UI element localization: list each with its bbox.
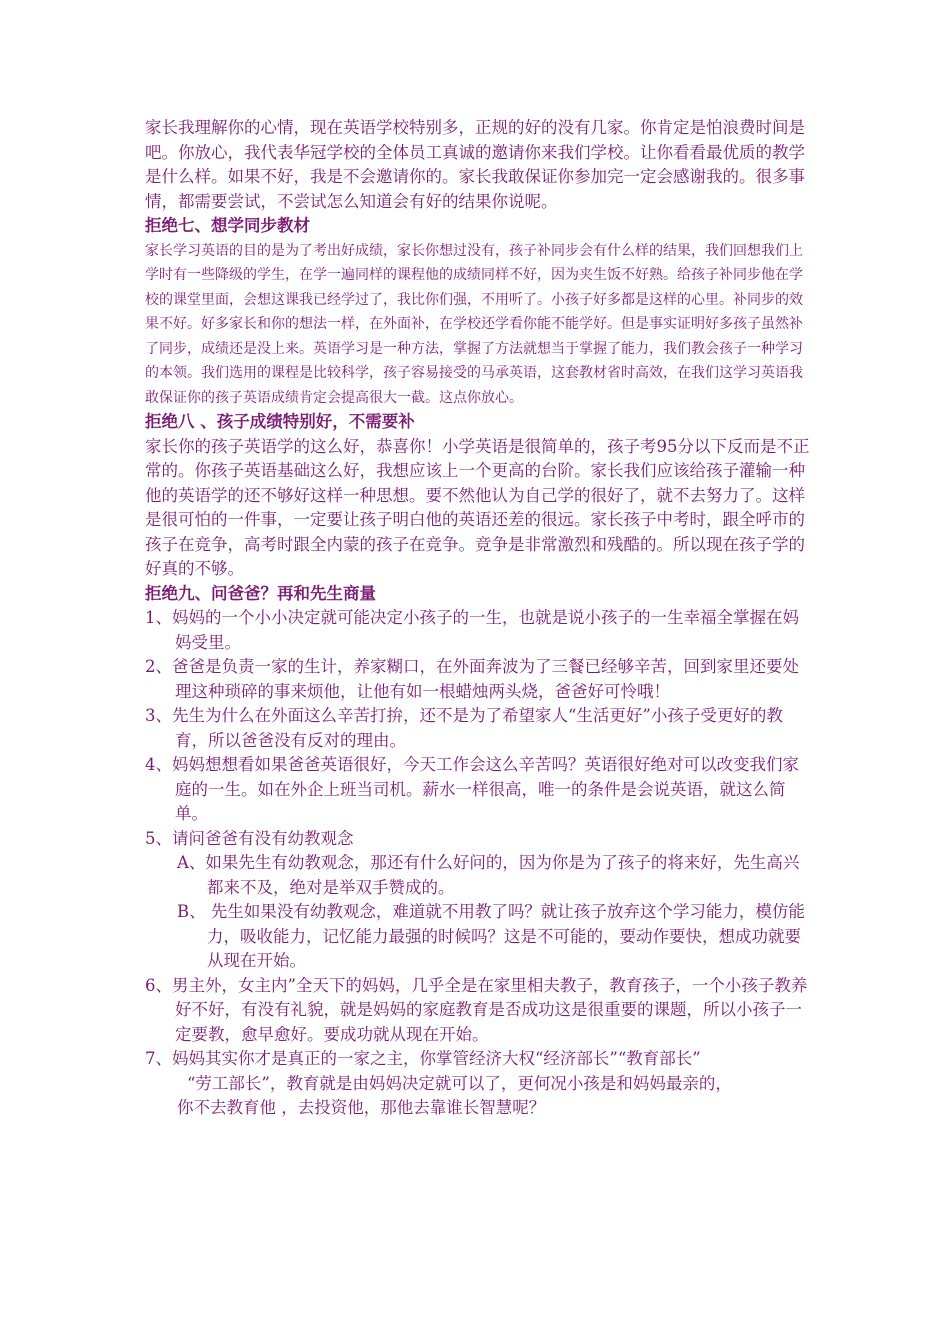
list-item-2: 2、爸爸是负责一家的生计，养家糊口，在外面奔波为了三餐已经够辛苦，回到家里还要处理这种琐碎的事来烦他，让他有如一根蜡烛两头烧，爸爸好可怜哦！ [145,657,799,701]
paragraph-intro: 家长我理解你的心情，现在英语学校特别多，正规的好的没有几家。你肯定是怕浪费时间是吧。你放心，我代表华冠学校的全体员工真诚的邀请你来我们学校。让你看看最优质的教学是什么样。如果不好，我是不会邀请你的。家长我敢保证你参加完一定会感谢我的。很多事情，都需要尝试，不尝试怎么知道会有好的结果你说呢。 [145,118,805,211]
list-item-5: 5、请问爸爸有没有幼教观念 [145,828,354,848]
list-item-7-continuation [145,1072,810,1121]
list-item-4: 4、妈妈想想看如果爸爸英语很好，今天工作会这么辛苦吗？英语很好绝对可以改变我们家庭的一生。如在外企上班当司机。薪水一样很高，唯一的条件是会说英语，就这么简单。 [145,755,799,823]
heading-rejection-7: 拒绝七、想学同步教材 [145,216,310,235]
list-item-7-line-1: “劳工部长”，教育就是由妈妈决定就可以了，更何况小孩是和妈妈最亲的， [187,1073,732,1093]
list-item-5b: B、 先生如果没有幼教观念，难道就不用教了吗？就让孩子放弃这个学习能力，模仿能力，吸收能力，记忆能力最强的时候吗？这是不可能的，要动作要快，想成功就要从现在开始。 [177,902,805,970]
list-item-7: 7、妈妈其实你才是真正的一家之主，你掌管经济大权“经济部长”“教育部长” [145,1049,701,1068]
document-body [145,116,810,1121]
list-item-6: 6、男主外，女主内”全天下的妈妈，几乎全是在家里相夫教子，教育孩子，一个小孩子教养好不好，有没有礼貌，就是妈妈的家庭教育是否成功这是很重要的课题，所以小孩子一定要教，愈早愈好。要成功就从现在开始。 [145,975,808,1044]
heading-rejection-9: 拒绝九、问爸爸？再和先生商量 [145,583,376,603]
heading-rejection-8: 拒绝八 、孩子成绩特别好，不需要补 [145,412,415,431]
paragraph-rejection-7: 家长学习英语的目的是为了考出好成绩，家长你想过没有，孩子补同步会有什么样的结果，我们回想我们上学时有一些降级的学生，在学一遍同样的课程他的成绩同样不好，因为夹生饭不好熟。给孩子补同步他在学校的课堂里面，会想这课我已经学过了，我比你们强，不用听了。小孩子好多都是这样的心里。补同步的效果不好。好多家长和你的想法一样，在外面补，在学校还学看你能不能学好。但是事实证明好多孩子虽然补了同步，成绩还是没上来。英语学习是一种方法，掌握了方法就想当于掌握了能力，我们教会孩子一种学习的本领。我们选用的课程是比较科学，孩子容易接受的马承英语，这套教材省时高效，在我们这学习英语我敢保证你的孩子英语成绩肯定会提高很大一截。这点你放心。 [145,242,803,406]
paragraph-rejection-8: 家长你的孩子英语学的这么好，恭喜你！小学英语是很简单的，孩子考95分以下反而是不正常的。你孩子英语基础这么好，我想应该上一个更高的台阶。家长我们应该给孩子灌输一种他的英语学的还不够好这样一种思想。要不然他认为自己学的很好了，就不去努力了。这样是很可怕的一件事，一定要让孩子明白他的英语还差的很远。家长孩子中考时，跟全呼市的孩子在竞争，高考时跟全内蒙的孩子在竞争。竞争是非常激烈和残酷的。所以现在孩子学的好真的不够。 [145,436,810,578]
list-item-3: 3、先生为什么在外面这么辛苦打拚，还不是为了希望家人“生活更好”小孩子受更好的教育，所以爸爸没有反对的理由。 [145,706,783,750]
list-item-1: 1、妈妈的一个小小决定就可能决定小孩子的一生，也就是说小孩子的一生幸福全掌握在妈妈受里。 [145,608,799,652]
list-item-5a: A、如果先生有幼教观念，那还有什么好问的，因为你是为了孩子的将来好，先生高兴都来不及，绝对是举双手赞成的。 [177,853,800,897]
list-item-7-line-2: 你不去教育他 ，去投资他，那他去靠谁长智慧呢？ [177,1098,546,1117]
